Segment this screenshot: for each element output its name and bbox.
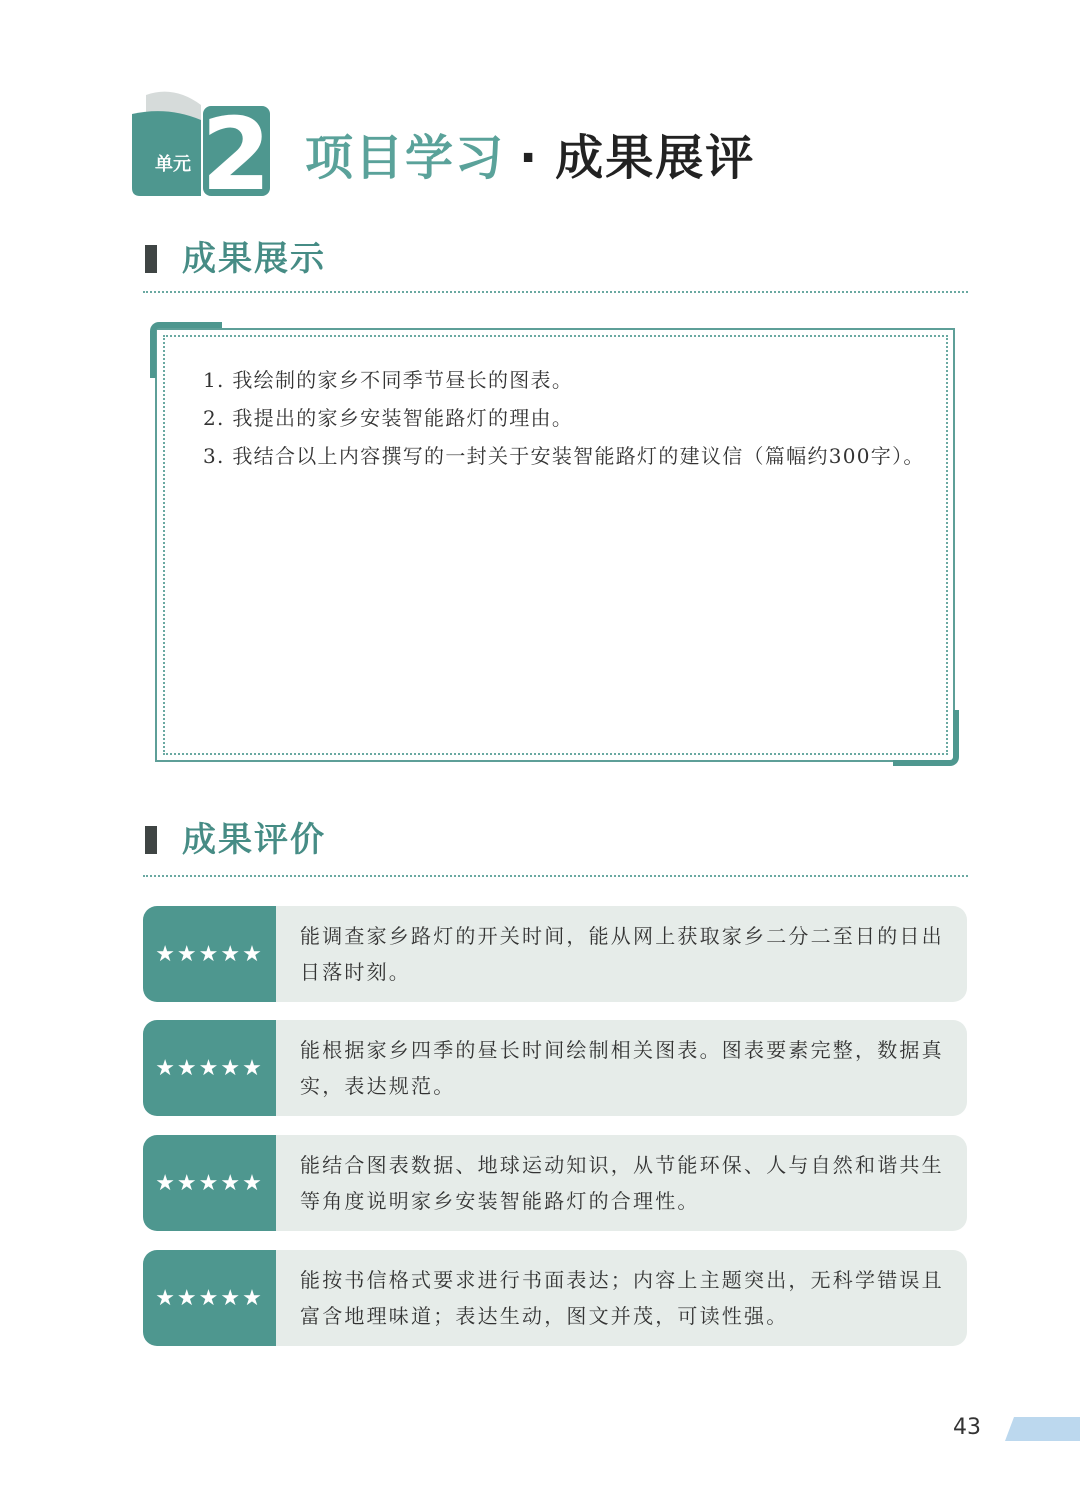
- unit-label: 单元: [155, 154, 191, 175]
- evaluation-criteria: [276, 1020, 967, 1116]
- open-book-icon: [128, 86, 273, 198]
- page-edge-tab: [1005, 1417, 1080, 1441]
- page-title-separator: ·: [519, 130, 540, 186]
- criteria-line: 实，表达规范。: [300, 1074, 456, 1098]
- heading-marker: [145, 245, 157, 273]
- section-divider: [143, 875, 968, 877]
- criteria-line: 等角度说明家乡安装智能路灯的合理性。: [300, 1189, 700, 1213]
- star-rating-icon: ★★★★★: [143, 1020, 276, 1116]
- criteria-line: 能结合图表数据、地球运动知识，从节能环保、人与自然和谐共生: [300, 1153, 944, 1177]
- evaluation-criteria: [276, 906, 967, 1002]
- evaluation-criteria: [276, 1250, 967, 1346]
- criteria-line: 能根据家乡四季的昼长时间绘制相关图表。图表要素完整，数据真: [300, 1038, 944, 1062]
- criteria-line: 日落时刻。: [300, 960, 411, 984]
- criteria-line: 富含地理味道；表达生动，图文并茂，可读性强。: [300, 1304, 789, 1328]
- star-rating-icon: ★★★★★: [143, 1250, 276, 1346]
- display-item-list: [203, 361, 925, 475]
- display-item: 3. 我结合以上内容撰写的一封关于安装智能路灯的建议信（篇幅约300字）。: [203, 444, 925, 468]
- page-title: [305, 126, 755, 190]
- evaluation-criteria: [276, 1135, 967, 1231]
- display-item: 1. 我绘制的家乡不同季节昼长的图表。: [203, 368, 574, 392]
- section-heading-evaluation: 成果评价: [182, 820, 326, 860]
- page-title-part2: 成果展评: [555, 130, 756, 186]
- star-rating-icon: ★★★★★: [143, 1135, 276, 1231]
- page-title-part1: 项目学习: [305, 130, 506, 186]
- evaluation-row: [143, 906, 967, 1002]
- heading-marker: [145, 826, 157, 854]
- evaluation-row: [143, 1020, 967, 1116]
- section-divider: [143, 291, 968, 293]
- frame-corner-bottom-right: [893, 710, 959, 766]
- page-number: 43: [953, 1415, 981, 1440]
- criteria-line: 能按书信格式要求进行书面表达；内容上主题突出，无科学错误且: [300, 1268, 944, 1292]
- star-rating-icon: ★★★★★: [143, 906, 276, 1002]
- section-heading-display: 成果展示: [182, 239, 326, 279]
- criteria-line: 能调查家乡路灯的开关时间，能从网上获取家乡二分二至日的日出: [300, 924, 944, 948]
- evaluation-row: [143, 1135, 967, 1231]
- unit-number: 2: [201, 96, 271, 198]
- display-item: 2. 我提出的家乡安装智能路灯的理由。: [203, 406, 574, 430]
- evaluation-row: [143, 1250, 967, 1346]
